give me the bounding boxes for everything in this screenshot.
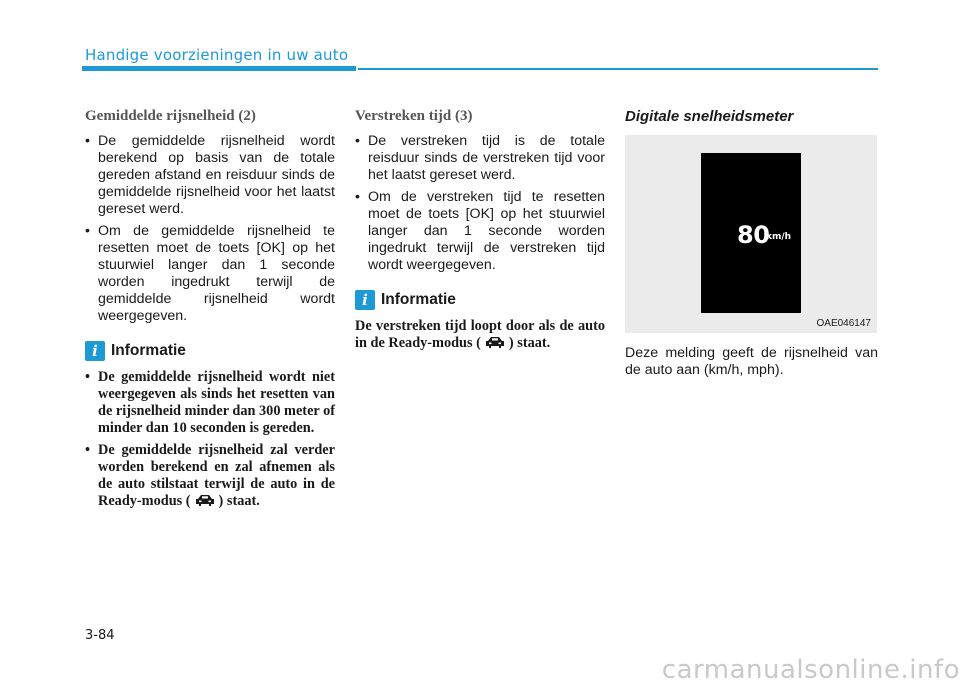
text-fragment: ) staat. (218, 493, 260, 509)
list-item: • De gemiddelde rijsnelheid wordt niet weergegeven als sinds het resetten van de rijsnelheid minder dan 300 meter of minder dan 10 seconden is gereden. (85, 369, 335, 437)
text-fragment: De verstreken tijd loopt door als de auto in de Ready-modus ( (355, 318, 605, 351)
column-digital-speedometer (625, 108, 878, 379)
info-label: Informatie (381, 291, 456, 308)
list-item: • Om de gemiddelde rijsnelheid te resetten moet de toets [OK] op het stuurwiel langer dan 1 seconde worden ingedrukt terwijl de gemiddelde rijsnelheid wordt weergegeven. (85, 223, 335, 325)
ready-car-icon (194, 493, 216, 509)
speed-value: 80 (737, 221, 770, 249)
info-text (355, 318, 605, 352)
information-icon: i (85, 341, 105, 361)
info-label: Informatie (111, 342, 186, 359)
list-item: • De gemiddelde rijsnelheid wordt berekend op basis van de totale gereden afstand en reisduur sinds de gemiddelde rijsnelheid voor het laatst gereset werd. (85, 133, 335, 218)
watermark: carmanualsonline.info (661, 655, 960, 685)
header-rule (358, 68, 878, 70)
bullet-list (85, 133, 335, 325)
section-heading: Verstreken tijd (3) (355, 108, 473, 124)
text-fragment: ) staat. (508, 335, 551, 351)
ready-car-icon (484, 335, 506, 351)
speedometer-figure (625, 135, 877, 333)
list-item: • De verstreken tijd is de totale reisduur sinds de verstreken tijd voor het laatst gereset werd. (355, 133, 605, 184)
figure-description: Deze melding geeft de rijsnelheid van de auto aan (km/h, mph). (625, 345, 878, 378)
display-screen (701, 153, 801, 313)
page-number: 3-84 (85, 628, 115, 643)
info-header (355, 290, 605, 310)
info-header (85, 341, 335, 361)
header-bar (82, 66, 356, 71)
text-fragment: De gemiddelde rijsnelheid zal verder worden berekend en zal afnemen als de auto stilstaat terwijl de auto in de Ready-modus ( (98, 442, 335, 509)
figure-code: OAE046147 (816, 318, 871, 329)
speed-unit: km/h (766, 232, 792, 242)
information-icon: i (355, 290, 375, 310)
section-heading: Digitale snelheidsmeter (625, 108, 794, 125)
list-item: • Om de verstreken tijd te resetten moet de toets [OK] op het stuurwiel langer dan 1 seconde worden ingedrukt terwijl de verstreken tijd wordt weergegeven. (355, 189, 605, 274)
header-title: Handige voorzieningen in uw auto (85, 46, 349, 64)
section-heading: Gemiddelde rijsnelheid (2) (85, 108, 256, 124)
bullet-list (355, 133, 605, 274)
info-list (85, 369, 335, 510)
list-item (85, 442, 335, 510)
column-average-speed (85, 108, 335, 515)
column-elapsed-time (355, 108, 605, 352)
